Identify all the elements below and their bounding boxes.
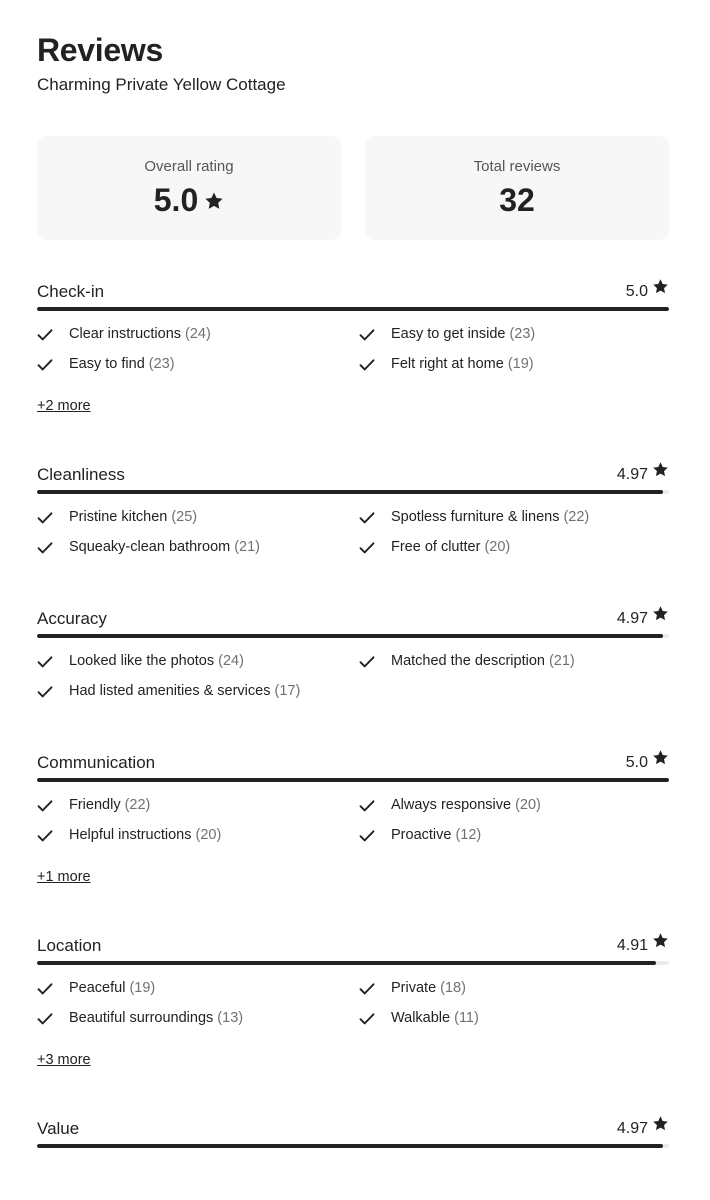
- category-score-value: 4.97: [616, 610, 648, 627]
- highlight-label: Matched the description: [391, 653, 545, 669]
- overall-rating-value-row: [37, 180, 341, 220]
- checkmark-icon: [37, 357, 53, 371]
- show-more-link[interactable]: +1 more: [37, 869, 91, 885]
- total-reviews-label: Total reviews: [473, 158, 561, 175]
- category-name: Location: [37, 936, 102, 955]
- category-rating-bar: [37, 307, 669, 311]
- category-name: Accuracy: [37, 609, 107, 628]
- highlight-label: Easy to get inside: [391, 326, 506, 342]
- show-more-link[interactable]: +3 more: [37, 1052, 91, 1068]
- star-icon: [652, 749, 669, 774]
- highlight-count: (22): [124, 797, 151, 813]
- category-name: Communication: [37, 753, 156, 772]
- category-rating-bar-fill: [37, 307, 669, 311]
- category-score: [626, 280, 669, 304]
- highlight-count: (24): [218, 653, 244, 669]
- category-score-value: 5.0: [625, 283, 648, 300]
- checkmark-icon: [359, 540, 375, 554]
- category-header: [37, 1117, 669, 1141]
- highlight-label: Easy to find: [69, 356, 145, 372]
- listing-name: Charming Private Yellow Cottage: [37, 75, 286, 94]
- star-icon: [204, 180, 224, 220]
- checkmark-icon: [37, 981, 53, 995]
- highlight-count: (20): [515, 797, 541, 813]
- category-rating-bar-fill: [37, 490, 663, 494]
- overall-rating-value: 5.0: [153, 182, 199, 218]
- highlight-count: (18): [440, 980, 466, 996]
- checkmark-icon: [359, 510, 375, 524]
- checkmark-icon: [37, 1011, 53, 1025]
- highlight-label: Free of clutter: [391, 539, 481, 555]
- highlight-label: Peaceful: [69, 980, 126, 996]
- highlight-count: (23): [509, 326, 536, 342]
- checkmark-icon: [37, 327, 53, 341]
- highlight-label: Had listed amenities & services: [69, 683, 271, 699]
- checkmark-icon: [37, 540, 53, 554]
- category-rating-bar: [37, 1144, 669, 1148]
- checkmark-icon: [359, 654, 375, 668]
- category-score: [617, 607, 669, 631]
- category-rating-bar-fill: [37, 634, 663, 638]
- category-header: [37, 607, 669, 631]
- category-rating-bar-fill: [37, 961, 656, 965]
- highlight-count: (21): [234, 539, 261, 555]
- category-score-value: 5.0: [625, 754, 648, 771]
- star-icon: [652, 605, 669, 630]
- checkmark-icon: [359, 357, 375, 371]
- highlight-label: Pristine kitchen: [69, 509, 168, 525]
- highlight-label: Proactive: [391, 827, 452, 843]
- category-name: Value: [37, 1119, 80, 1138]
- star-icon: [652, 278, 669, 303]
- category-rating-bar: [37, 634, 669, 638]
- highlight-label: Friendly: [69, 797, 121, 813]
- star-icon: [652, 461, 669, 486]
- total-reviews-card: [365, 136, 669, 240]
- highlight-count: (12): [455, 827, 482, 843]
- overall-rating-label: Overall rating: [144, 158, 234, 175]
- highlight-count: (24): [185, 326, 211, 342]
- highlight-label: Squeaky-clean bathroom: [69, 539, 231, 555]
- category-header: [37, 751, 669, 775]
- category-score: [626, 751, 669, 775]
- checkmark-icon: [359, 981, 375, 995]
- highlight-label: Beautiful surroundings: [69, 1010, 214, 1026]
- checkmark-icon: [359, 828, 375, 842]
- highlight-label: Spotless furniture & linens: [391, 509, 560, 525]
- total-reviews-value: 32: [499, 182, 535, 218]
- category-rating-bar-fill: [37, 778, 669, 782]
- highlight-count: (11): [454, 1010, 479, 1026]
- highlight-count: (22): [563, 509, 590, 525]
- checkmark-icon: [359, 798, 375, 812]
- star-icon: [652, 932, 669, 957]
- page-title: Reviews: [37, 32, 163, 68]
- category-rating-bar: [37, 778, 669, 782]
- category-score-value: 4.91: [616, 937, 648, 954]
- highlight-label: Walkable: [391, 1010, 451, 1026]
- checkmark-icon: [37, 684, 53, 698]
- category-name: Cleanliness: [37, 465, 125, 484]
- category-header: [37, 934, 669, 958]
- category-name: Check-in: [37, 282, 105, 301]
- star-icon: [652, 1115, 669, 1140]
- category-rating-bar: [37, 961, 669, 965]
- category-rating-bar: [37, 490, 669, 494]
- highlight-count: (23): [148, 356, 175, 372]
- show-more-link[interactable]: +2 more: [37, 398, 91, 414]
- highlight-count: (20): [484, 539, 511, 555]
- overall-rating-card: [37, 136, 341, 240]
- highlight-count: (19): [507, 356, 534, 372]
- highlight-count: (25): [171, 509, 198, 525]
- highlight-label: Looked like the photos: [69, 653, 215, 669]
- highlight-count: (19): [129, 980, 156, 996]
- checkmark-icon: [359, 1011, 375, 1025]
- highlight-count: (13): [217, 1010, 244, 1026]
- highlight-count: (20): [195, 827, 222, 843]
- category-score: [617, 934, 669, 958]
- checkmark-icon: [37, 510, 53, 524]
- highlight-label: Felt right at home: [391, 356, 504, 372]
- highlight-count: (21): [548, 653, 575, 669]
- category-score: [617, 1117, 669, 1141]
- summary-cards: [37, 136, 669, 240]
- category-score-value: 4.97: [616, 466, 648, 483]
- highlight-label: Helpful instructions: [69, 827, 192, 843]
- category-score-value: 4.97: [616, 1120, 648, 1137]
- category-score: [617, 463, 669, 487]
- checkmark-icon: [37, 798, 53, 812]
- category-header: [37, 280, 669, 304]
- highlight-label: Clear instructions: [69, 326, 182, 342]
- highlight-count: (17): [274, 683, 301, 699]
- category-header: [37, 463, 669, 487]
- highlight-label: Always responsive: [391, 797, 512, 813]
- checkmark-icon: [37, 654, 53, 668]
- checkmark-icon: [37, 828, 53, 842]
- highlight-label: Private: [391, 980, 437, 996]
- category-rating-bar-fill: [37, 1144, 663, 1148]
- checkmark-icon: [359, 327, 375, 341]
